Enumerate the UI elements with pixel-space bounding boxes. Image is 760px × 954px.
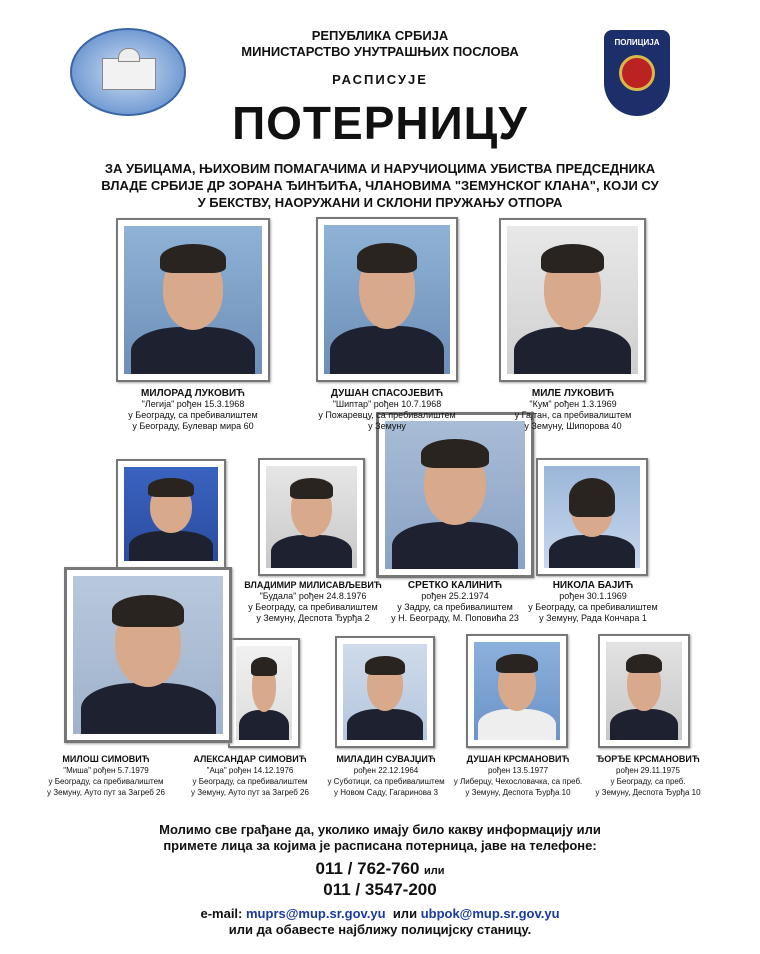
subtitle-line: ВЛАДЕ СРБИЈЕ ДР ЗОРАНА ЂИНЂИЋА, ЧЛАНОВИМА "ЗЕМУНСКОГ КЛАНА", КОЈИ СУ [101,178,659,193]
photo-milorad-lukovic [116,218,270,382]
phone-numbers [160,858,600,900]
photo-milos-simovic [64,567,232,743]
photo-dusan-spasojevic [316,217,458,382]
person-detail: рођен 22.12.1964 [353,766,419,775]
appeal-line: Молимо све грађане да, уколико имају било какву информацију или [159,822,601,837]
photo-vladimir-milisavljevic [258,458,365,576]
caption-mile-lukovic [488,388,658,432]
person-detail: "Кум" рођен 1.3.1969 [529,399,617,409]
footer-appeal [60,822,700,854]
person-name: МИЛЕ ЛУКОВИЋ [531,388,615,399]
email-1: muprs@mup.sr.gov.yu [246,906,386,921]
person-name: ВЛАДИМИР МИЛИСАВЉЕВИЋ [244,580,382,590]
photo-nikola-bajic [536,458,648,576]
caption-nikola-bajic [508,580,678,624]
person-name: МИЛОРАД ЛУКОВИЋ [141,388,245,399]
republic-label: РЕПУБЛИКА СРБИЈА [311,28,449,43]
person-detail: у Земуну, Рада Кончара 1 [539,613,647,623]
caption-dusan-krsmanovic [448,754,588,798]
person-detail: у Задру, са пребивалиштем [397,602,513,612]
person-name: ДУШАН СПАСОЈЕВИЋ [330,388,444,399]
person-detail: рођен 30.1.1969 [559,591,627,601]
poster-subtitle [60,160,700,211]
person-detail: у Београду, са пребивалиштем [128,410,258,420]
police-badge-icon [604,30,670,116]
footer-contacts [60,906,700,938]
person-detail: рођен 29.11.1975 [616,766,680,775]
person-detail: "Будала" рођен 24.8.1976 [259,591,367,601]
photo-mile-lukovic [499,218,646,382]
person-detail: рођен 25.2.1974 [421,591,489,601]
appeal-line: примете лица за којима је расписана потерница, јаве на телефоне: [163,838,597,853]
person-detail: "Шиптар" рођен 10.7.1968 [332,399,442,409]
person-detail: у Земуну, Деспота Ђурђа 10 [595,788,701,797]
person-detail: у Београду, са пребивалиштем [192,777,308,786]
person-name: ЂОРЂЕ КРСМАНОВИЋ [596,754,700,764]
person-name: НИКОЛА БАЈИЋ [552,580,634,591]
person-detail: у Новом Саду, Гагаринова 3 [334,788,438,797]
ministry-label: МИНИСТАРСТВО УНУТРАШЊИХ ПОСЛОВА [241,44,519,59]
person-detail: у Земуну [368,421,406,431]
person-detail: у Суботици, са пребивалиштем [327,777,445,786]
caption-dusan-spasojevic [302,388,472,432]
person-detail: у Либерцу, Чехословачка, са преб. [453,777,583,786]
photo-djordje-krsmanovic [598,634,690,748]
person-detail: у Пожаревцу, са пребивалиштем [318,410,456,420]
caption-milos-simovic [36,754,176,798]
person-detail: у Земуну, Деспота Ђурђа 10 [465,788,571,797]
person-detail: у Земуну, Деспота Ђурђа 2 [256,613,370,623]
person-detail: у Земуну, Ауто пут за Загреб 26 [191,788,309,797]
photo-sretko-kalinic [376,412,534,578]
person-detail: у Земуну, Ауто пут за Загреб 26 [47,788,165,797]
person-detail: рођен 13.5.1977 [487,766,549,775]
issues-label: РАСПИСУЈЕ [332,72,428,87]
email-2: ubpok@mup.sr.gov.yu [420,906,560,921]
person-detail: у Београду, са пребивалиштем [48,777,164,786]
person-detail: у Гајтан, са пребивалиштем [514,410,632,420]
phone-1: 011 / 762-760 [315,859,420,878]
email-label: e-mail: [200,906,243,921]
person-detail: у Београду, са пребивалиштем [248,602,378,612]
appeal-line: или да обавесте најближу полицијску станицу. [228,922,532,937]
caption-miladin-suvajdzic [316,754,456,798]
photo-miladin-suvajdzic [335,636,435,748]
person-name: СРЕТКО КАЛИНИЋ [407,580,503,591]
photo-dusan-krsmanovic [466,634,568,748]
phone-2: 011 / 3547-200 [323,880,437,899]
or-label: или [423,865,445,877]
caption-djordje-krsmanovic [578,754,718,798]
government-building-logo [70,28,186,116]
subtitle-line: У БЕКСТВУ, НАОРУЖАНИ И СКЛОНИ ПРУЖАЊУ ОТПОРА [197,195,563,210]
badge-text: ПОЛИЦИЈА [614,38,660,47]
poster-title: ПОТЕРНИЦУ [232,97,528,149]
person-name: МИЛАДИН СУВАЈЏИЋ [336,754,436,764]
person-detail: у Београду, са преб. [610,777,686,786]
person-detail: "Легија" рођен 15.3.1968 [141,399,245,409]
person-detail: у Београду, са пребивалиштем [528,602,658,612]
caption-milorad-lukovic [108,388,278,432]
person-detail: "Миша" рођен 5.7.1979 [63,766,149,775]
person-name: МИЛОШ СИМОВИЋ [62,754,150,764]
person-detail: "Аца" рођен 14.12.1976 [206,766,294,775]
person-detail: у Земуну, Шипорова 40 [524,421,622,431]
subtitle-line: ЗА УБИЦАМА, ЊИХОВИМ ПОМАГАЧИМА И НАРУЧИОЦИМА УБИСТВА ПРЕДСЕДНИКА [104,161,656,176]
header-lines [180,28,580,88]
person-detail: у Београду, Булевар мира 60 [132,421,254,431]
person-detail: у Н. Београду, М. Поповића 23 [391,613,519,623]
or-label: или [392,906,418,921]
caption-aleksandar-simovic [180,754,320,798]
photo-unnamed [116,459,226,569]
photo-aleksandar-simovic [228,638,300,748]
person-name: ДУШАН КРСМАНОВИЋ [466,754,570,764]
person-name: АЛЕКСАНДАР СИМОВИЋ [193,754,307,764]
